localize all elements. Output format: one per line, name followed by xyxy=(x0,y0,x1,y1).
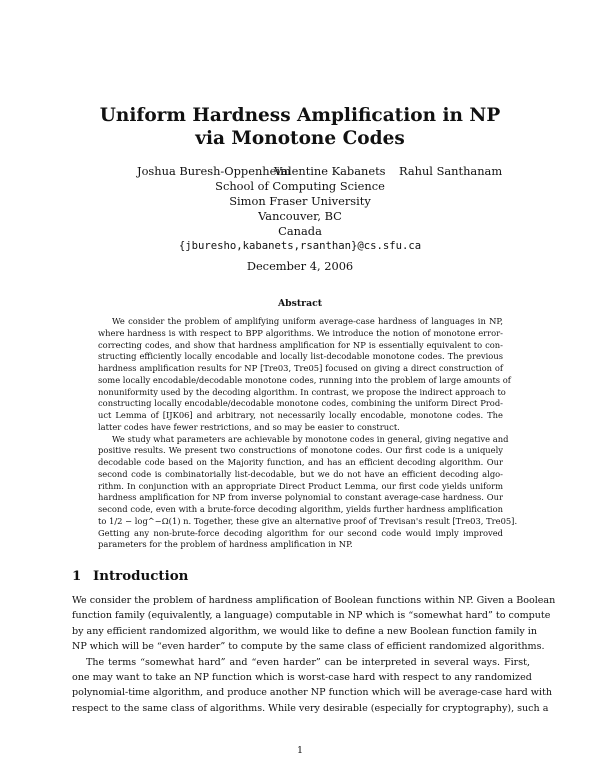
abstract-heading: Abstract xyxy=(277,298,323,309)
affiliation xyxy=(0,179,600,254)
section-number: 1 xyxy=(72,568,82,584)
introduction-body xyxy=(72,593,556,716)
text-line: polynomial-time algorithm, and produce another NP function which will be average-case hard with xyxy=(72,687,552,699)
text-line: respect to the same class of algorithms. While very desirable (especially for cryptography), such a xyxy=(72,702,549,714)
text-line: positive results. We present two constructions of monotone codes. Our first code is a uniquely xyxy=(98,445,503,456)
title-line-1: Uniform Hardness Amplification in NP xyxy=(99,105,501,126)
text-line: constructing locally encodable/decodable monotone codes, combining the uniform Direct Prod- xyxy=(98,398,503,409)
author-name: Valentine Kabanets xyxy=(274,164,386,178)
text-line: correcting codes, and show that hardness amplification for NP is essentially equivalent to con- xyxy=(98,339,503,350)
text-line: hardness amplification for NP from inverse polynomial to constant average-case hardness. Our xyxy=(98,492,503,503)
text-line: nonuniformity used by the decoding algorithm. In contrast, we propose the indirect approach to xyxy=(98,386,506,397)
text-line: structing efficiently locally encodable and locally list-decodable monotone codes. The previous xyxy=(98,351,503,362)
affiliation-university: Simon Fraser University xyxy=(229,194,371,209)
paper-title xyxy=(0,104,600,150)
affiliation-country: Canada xyxy=(278,224,322,239)
text-line: one may want to take an NP function which is worst-case hard with respect to any randomized xyxy=(72,672,532,684)
text-line: Getting any non-brute-force decoding algorithm for our second code would imply improved xyxy=(98,527,503,538)
page-number: 1 xyxy=(296,745,304,756)
text-line: by any efficient randomized algorithm, we would like to define a new Boolean function family in xyxy=(72,625,538,637)
author-name: Joshua Buresh-Oppenheim xyxy=(137,164,291,178)
text-line: some locally encodable/decodable monotone codes, running into the problem of large amounts of xyxy=(98,374,511,385)
text-line: parameters for the problem of hardness amplification in NP. xyxy=(98,539,353,550)
text-line: second code is combinatorially list-decodable, but we do not have an efficient decoding algo- xyxy=(98,468,503,479)
text-line: NP which will be “even harder” to compute by the same class of efficient randomized algorithms. xyxy=(72,641,545,653)
text-line: We study what parameters are achievable by monotone codes in general, giving negative and xyxy=(112,433,509,444)
text-line: uct Lemma of [IJK06] and arbitrary, not necessarily locally encodable, monotone codes. The xyxy=(98,410,503,420)
text-line: where hardness is with respect to BPP algorithms. We introduce the notion of monotone error- xyxy=(98,327,503,338)
paper-date: December 4, 2006 xyxy=(246,259,354,273)
text-line: The terms “somewhat hard” and “even harder” can be interpreted in several ways. First, xyxy=(86,656,530,668)
text-line: We consider the problem of amplifying uniform average-case hardness of languages in NP, xyxy=(112,316,503,326)
title-line-2: via Monotone Codes xyxy=(195,128,405,149)
text-line: function family (equivalently, a language) computable in NP which is “somewhat hard” to compute xyxy=(72,610,551,622)
text-line: second code, even with a brute-force decoding algorithm, yields further hardness amplification xyxy=(98,504,503,514)
author-emails: {jburesho,kabanets,rsanthan}@cs.sfu.ca xyxy=(178,240,422,253)
affiliation-school: School of Computing Science xyxy=(215,179,385,193)
text-line: decodable code based on the Majority function, and has an efficient decoding algorithm. Our xyxy=(98,457,503,467)
affiliation-city: Vancouver, BC xyxy=(258,209,342,224)
author-name: Rahul Santhanam xyxy=(399,164,503,178)
text-line: to 1/2 − log^−Ω(1) n. Together, these give an alternative proof of Trevisan's result [Tre03, Tre05]. xyxy=(98,515,518,526)
text-line: We consider the problem of hardness amplification of Boolean functions within NP. Given a Boolean xyxy=(72,595,556,606)
text-line: hardness amplification results for NP [Tre03, Tre05] focused on giving a direct construction of xyxy=(98,363,503,373)
abstract-body xyxy=(98,316,518,551)
text-line: latter codes have fewer restrictions, and so may be easier to construct. xyxy=(98,421,400,432)
section-title: Introduction xyxy=(93,568,189,584)
text-line: rithm. In conjunction with an appropriate Direct Product Lemma, our first code yields uniform xyxy=(98,480,503,491)
